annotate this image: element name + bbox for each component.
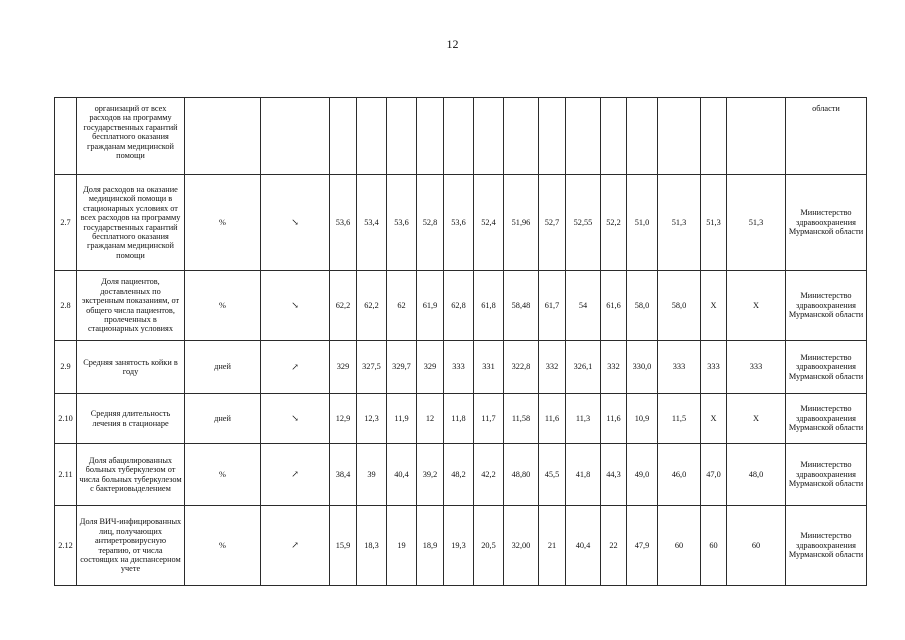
value-cell: 332 bbox=[539, 341, 566, 394]
value-cell: 47,0 bbox=[701, 444, 727, 506]
value-cell: 61,6 bbox=[601, 271, 627, 341]
responsible-cell: Министерство здравоохранения Мурманской области bbox=[786, 394, 867, 444]
table-row bbox=[55, 341, 867, 394]
value-cell: 332 bbox=[601, 341, 627, 394]
value-cell: 330,0 bbox=[627, 341, 658, 394]
row-number-cell: 2.8 bbox=[55, 271, 77, 341]
unit-cell: % bbox=[185, 271, 261, 341]
value-cell: 40,4 bbox=[387, 444, 417, 506]
unit-cell bbox=[185, 98, 261, 175]
value-cell: 46,0 bbox=[658, 444, 701, 506]
value-cell: 52,55 bbox=[566, 175, 601, 271]
value-cell: 44,3 bbox=[601, 444, 627, 506]
value-cell: 12,9 bbox=[330, 394, 357, 444]
value-cell: 62,8 bbox=[444, 271, 474, 341]
value-cell: 333 bbox=[658, 341, 701, 394]
value-cell: 61,8 bbox=[474, 271, 504, 341]
value-cell: 51,3 bbox=[701, 175, 727, 271]
value-cell: 48,2 bbox=[444, 444, 474, 506]
value-cell: 333 bbox=[701, 341, 727, 394]
value-cell: 60 bbox=[701, 506, 727, 586]
table-row bbox=[55, 506, 867, 586]
table-row bbox=[55, 98, 867, 175]
value-cell bbox=[357, 98, 387, 175]
row-number-cell: 2.11 bbox=[55, 444, 77, 506]
table-row bbox=[55, 271, 867, 341]
value-cell: X bbox=[727, 394, 786, 444]
value-cell: 53,4 bbox=[357, 175, 387, 271]
value-cell: 11,58 bbox=[504, 394, 539, 444]
value-cell: 53,6 bbox=[387, 175, 417, 271]
value-cell: 18,3 bbox=[357, 506, 387, 586]
value-cell bbox=[727, 98, 786, 175]
table-body bbox=[55, 98, 867, 586]
row-number-cell bbox=[55, 98, 77, 175]
trend-arrow-icon: ↘ bbox=[261, 394, 330, 444]
indicator-name-cell: Доля ВИЧ-инфицированных лиц, получающих антиретровирусную терапию, от числа состоящих на диспансерном учете bbox=[77, 506, 185, 586]
unit-cell: % bbox=[185, 444, 261, 506]
value-cell: 52,8 bbox=[417, 175, 444, 271]
value-cell: 62,2 bbox=[330, 271, 357, 341]
value-cell: 58,0 bbox=[627, 271, 658, 341]
value-cell: 48,0 bbox=[727, 444, 786, 506]
value-cell: 329 bbox=[330, 341, 357, 394]
trend-arrow-icon: ↗ bbox=[261, 341, 330, 394]
row-number-cell: 2.7 bbox=[55, 175, 77, 271]
value-cell bbox=[417, 98, 444, 175]
trend-arrow-icon: ↗ bbox=[261, 506, 330, 586]
value-cell bbox=[444, 98, 474, 175]
value-cell: 51,96 bbox=[504, 175, 539, 271]
value-cell: 54 bbox=[566, 271, 601, 341]
value-cell: 32,00 bbox=[504, 506, 539, 586]
value-cell: 11,3 bbox=[566, 394, 601, 444]
value-cell: 333 bbox=[444, 341, 474, 394]
value-cell: 12 bbox=[417, 394, 444, 444]
value-cell bbox=[387, 98, 417, 175]
value-cell: 58,0 bbox=[658, 271, 701, 341]
value-cell: 39 bbox=[357, 444, 387, 506]
row-number-cell: 2.10 bbox=[55, 394, 77, 444]
value-cell: 60 bbox=[658, 506, 701, 586]
trend-arrow-icon: ↘ bbox=[261, 271, 330, 341]
value-cell: 326,1 bbox=[566, 341, 601, 394]
indicators-table bbox=[54, 97, 867, 586]
value-cell: 22 bbox=[601, 506, 627, 586]
value-cell: 51,3 bbox=[727, 175, 786, 271]
responsible-cell: Министерство здравоохранения Мурманской области bbox=[786, 506, 867, 586]
value-cell: 333 bbox=[727, 341, 786, 394]
indicator-name-cell: Доля пациентов, доставленных по экстренным показаниям, от общего числа пациентов, пролеченных в стационарных условиях bbox=[77, 271, 185, 341]
indicator-name-cell: Средняя длительность лечения в стационаре bbox=[77, 394, 185, 444]
value-cell: 51,0 bbox=[627, 175, 658, 271]
value-cell bbox=[601, 98, 627, 175]
value-cell: 39,2 bbox=[417, 444, 444, 506]
table-row bbox=[55, 175, 867, 271]
value-cell: 11,8 bbox=[444, 394, 474, 444]
value-cell: 42,2 bbox=[474, 444, 504, 506]
value-cell: 52,2 bbox=[601, 175, 627, 271]
responsible-cell: области bbox=[786, 98, 867, 175]
value-cell: 52,7 bbox=[539, 175, 566, 271]
page-number: 12 bbox=[446, 37, 459, 51]
value-cell: 329,7 bbox=[387, 341, 417, 394]
value-cell: 48,80 bbox=[504, 444, 539, 506]
unit-cell: дней bbox=[185, 394, 261, 444]
indicator-name-cell: Доля расходов на оказание медицинской помощи в стационарных условиях от всех расходов на программу государственных гарантий бесплатного оказания гражданам медицинской помощи bbox=[77, 175, 185, 271]
trend-arrow-icon bbox=[261, 98, 330, 175]
trend-arrow-icon: ↘ bbox=[261, 175, 330, 271]
responsible-cell: Министерство здравоохранения Мурманской области bbox=[786, 271, 867, 341]
value-cell: 47,9 bbox=[627, 506, 658, 586]
value-cell: 38,4 bbox=[330, 444, 357, 506]
responsible-cell: Министерство здравоохранения Мурманской области bbox=[786, 175, 867, 271]
value-cell: 60 bbox=[727, 506, 786, 586]
unit-cell: % bbox=[185, 506, 261, 586]
value-cell: 322,8 bbox=[504, 341, 539, 394]
value-cell: 40,4 bbox=[566, 506, 601, 586]
value-cell: 11,7 bbox=[474, 394, 504, 444]
indicator-name-cell: организаций от всех расходов на программу государственных гарантий бесплатного оказания гражданам медицинской помощи bbox=[77, 98, 185, 175]
value-cell bbox=[701, 98, 727, 175]
responsible-cell: Министерство здравоохранения Мурманской области bbox=[786, 341, 867, 394]
value-cell: 20,5 bbox=[474, 506, 504, 586]
value-cell: 11,6 bbox=[539, 394, 566, 444]
value-cell: 53,6 bbox=[330, 175, 357, 271]
value-cell bbox=[330, 98, 357, 175]
unit-cell: % bbox=[185, 175, 261, 271]
value-cell bbox=[539, 98, 566, 175]
value-cell: 11,9 bbox=[387, 394, 417, 444]
value-cell bbox=[474, 98, 504, 175]
value-cell: 62 bbox=[387, 271, 417, 341]
value-cell: 15,9 bbox=[330, 506, 357, 586]
value-cell: 62,2 bbox=[357, 271, 387, 341]
value-cell: 327,5 bbox=[357, 341, 387, 394]
value-cell: 61,7 bbox=[539, 271, 566, 341]
table-row bbox=[55, 444, 867, 506]
responsible-cell: Министерство здравоохранения Мурманской области bbox=[786, 444, 867, 506]
value-cell: X bbox=[701, 394, 727, 444]
row-number-cell: 2.9 bbox=[55, 341, 77, 394]
value-cell: 53,6 bbox=[444, 175, 474, 271]
value-cell: 11,5 bbox=[658, 394, 701, 444]
value-cell bbox=[658, 98, 701, 175]
value-cell bbox=[504, 98, 539, 175]
value-cell: 12,3 bbox=[357, 394, 387, 444]
value-cell: 61,9 bbox=[417, 271, 444, 341]
unit-cell: дней bbox=[185, 341, 261, 394]
value-cell: 10,9 bbox=[627, 394, 658, 444]
value-cell: 41,8 bbox=[566, 444, 601, 506]
table-row bbox=[55, 394, 867, 444]
value-cell: 19 bbox=[387, 506, 417, 586]
indicator-name-cell: Средняя занятость койки в году bbox=[77, 341, 185, 394]
value-cell: 329 bbox=[417, 341, 444, 394]
value-cell: X bbox=[701, 271, 727, 341]
value-cell: 45,5 bbox=[539, 444, 566, 506]
row-number-cell: 2.12 bbox=[55, 506, 77, 586]
value-cell bbox=[566, 98, 601, 175]
trend-arrow-icon: ↗ bbox=[261, 444, 330, 506]
value-cell: X bbox=[727, 271, 786, 341]
value-cell bbox=[627, 98, 658, 175]
value-cell: 58,48 bbox=[504, 271, 539, 341]
value-cell: 18,9 bbox=[417, 506, 444, 586]
value-cell: 11,6 bbox=[601, 394, 627, 444]
value-cell: 21 bbox=[539, 506, 566, 586]
value-cell: 19,3 bbox=[444, 506, 474, 586]
indicator-name-cell: Доля абацилированных больных туберкулезом от числа больных туберкулезом с бактериовыделением bbox=[77, 444, 185, 506]
value-cell: 51,3 bbox=[658, 175, 701, 271]
value-cell: 49,0 bbox=[627, 444, 658, 506]
value-cell: 331 bbox=[474, 341, 504, 394]
value-cell: 52,4 bbox=[474, 175, 504, 271]
